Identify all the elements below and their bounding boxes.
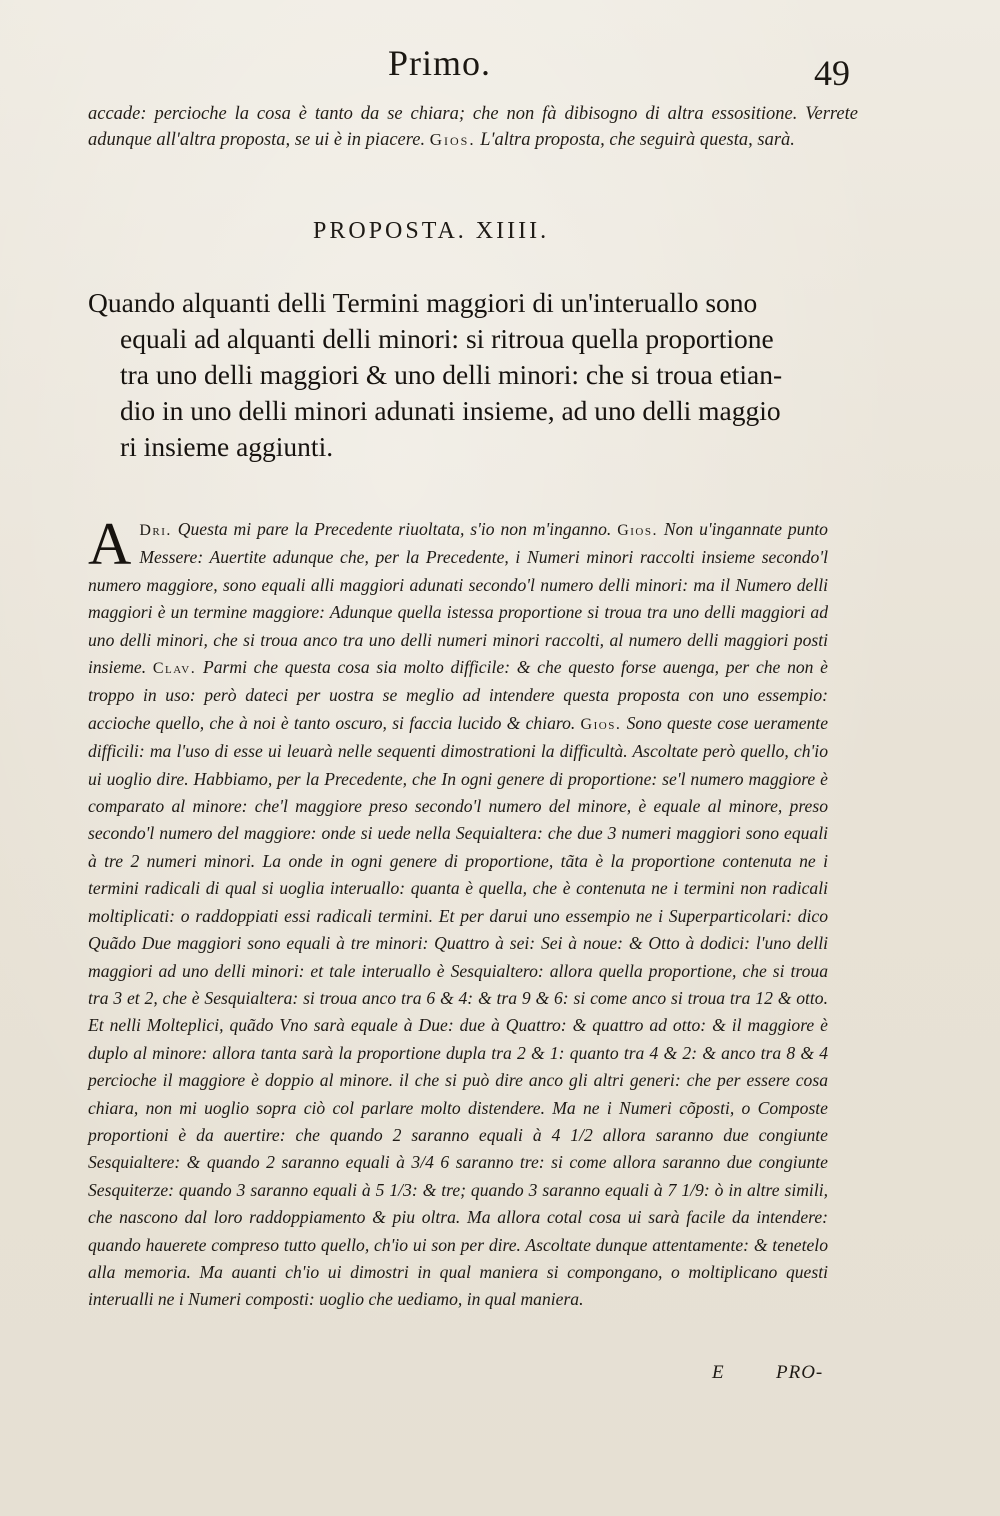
intro-text-2: L'altra proposta, che seguirà questa, sarà.	[480, 130, 795, 150]
page-number: 49	[814, 53, 850, 93]
catchword: PRO-	[776, 1362, 824, 1383]
enunciation-line: Quando alquanti delli Termini maggiori di un'interuallo sono	[88, 287, 758, 318]
proposition-heading: PROPOSTA. XIIII.	[313, 218, 550, 244]
dialogue-text: Non u'ingannate punto Messere: Auertite adunque che, per la Precedente, i Numeri minori raccolti insieme secondo'l numero maggiore, sono equali alli maggiori adunati secondo'l numero delli minori: ma il Numero delli maggiori è un termine maggiore: Adunque quella istessa proportione si troua tra uno delli maggiori ad uno delli minori, che si troua anco tra uno delli numeri minori raccolti, al numero delli maggiori posti insieme.	[88, 519, 828, 678]
enunciation-line: ri insieme aggiunti.	[120, 431, 334, 462]
speaker-name: Gios.	[429, 130, 476, 149]
dialogue-text: Questa mi pare la Precedente riuoltata, s'io non m'inganno.	[177, 519, 612, 539]
dialogue-paragraph	[88, 511, 829, 1314]
page-header	[88, 40, 850, 100]
intro-text-1: accade: percioche la cosa è tanto da se chiara; che non fà dibisogno di altra essositione. Verrete adunque all'altra proposta, se ui è in piacere.	[88, 104, 858, 150]
signature-mark: E	[712, 1362, 724, 1383]
page-footer	[700, 1362, 830, 1392]
intro-paragraph	[88, 102, 858, 153]
drop-cap: A	[88, 511, 132, 577]
enunciation-line: equali ad alquanti delli minori: si ritroua quella proportione	[120, 323, 774, 354]
dialogue-text: Sono queste cose ueramente difficili: ma l'uso di esse ui leuarà nelle sequenti dimostrationi la difficultà. Ascoltate però quello, ch'io ui uoglio dire. Habbiamo, per la Precedente, che In ogni genere di proportione: se'l numero maggiore è comparato al minore: che'l maggiore preso secondo'l numero del minore, è equale al minore, preso secondo'l numero del maggiore: onde si uede nella Sequialtera: che due 3 numeri maggiori sono equali à tre 2 numeri minori. La onde in ogni genere di proportione, tãta è la proportione contenuta ne i termini radicali di qual si uoglia interuallo: quanta è quella, che è contenuta ne i termini non radicali moltiplicati: o raddoppiati essi radicali termini. Et per darui uno essempio ne i Superparticolari: dico Quãdo Due maggiori sono equali à tre minori: Quattro à sei: Sei à noue: & Otto à dodici: l'uno delli maggiori ad uno delli minori: et tale interuallo è Sesquialtero: allora quella proportione, che si troua tra 3 et 2, che è Sesquialtera: si troua anco tra 6 & 4: & tra 9 & 6: si come anco si troua tra 12 & otto. Et nelli Molteplici, quãdo Vno sarà equale à Due: due à Quattro: & quattro ad otto: & il maggiore è duplo al minore: allora tanta sarà la proportione dupla tra 2 & 1: quanto tra 4 & 2: & anco tra 8 & 4 percioche il maggiore è doppio al minore. il che si può dire anco gli altri generi: che per essere cosa chiara, non mi uoglio sopra ciò col parlare molto distendere. Ma ne i Numeri cõposti, o Composte proportioni è da auertire: che quando 2 saranno equali à 4 1/2 allora saranno due congiunte Sesquialtere: & quando 2 saranno equali à 3/4 6 saranno tre: si come allora saranno due congiunte Sesquiterze: quando 3 saranno equali à 5 1/3: & tre; quando 3 saranno equali à 7 1/9: ò in altre simili, che nascono dal loro raddoppiamento & piu oltra. Ma allora cotal cosa ui sarà facile da intendere: quando hauerete compreso tutto quello, ch'io ui son per dire. Ascoltate dunque attentamente: & tenetelo alla memoria. Ma auanti ch'io ui dimostri in qual maniera si compongano, o moltiplicano questi interualli ne i Numeri composti: uoglio che uediamo, in qual maniera.	[88, 712, 829, 1310]
speaker-name: Dri.	[139, 522, 172, 539]
speaker-name: Gios.	[617, 522, 658, 539]
speaker-name: Gios.	[580, 715, 622, 733]
running-head: Primo.	[388, 43, 492, 83]
proposition-enunciation	[88, 285, 838, 465]
dialogue-text: Parmi che questa cosa sia molto difficile: & che questo forse auenga, per che non è troppo in uso: però dateci per uostra se meglio ad intendere questa proposta con uno essempio: accioche quello, che à noi è tanto oscuro, si faccia lucido & chiaro.	[88, 657, 828, 733]
enunciation-line: dio in uno delli minori adunati insieme, ad uno delli maggio	[120, 395, 781, 426]
enunciation-line: tra uno delli maggiori & uno delli minori: che si troua etian-	[120, 359, 783, 390]
speaker-name: Clav.	[152, 660, 197, 678]
